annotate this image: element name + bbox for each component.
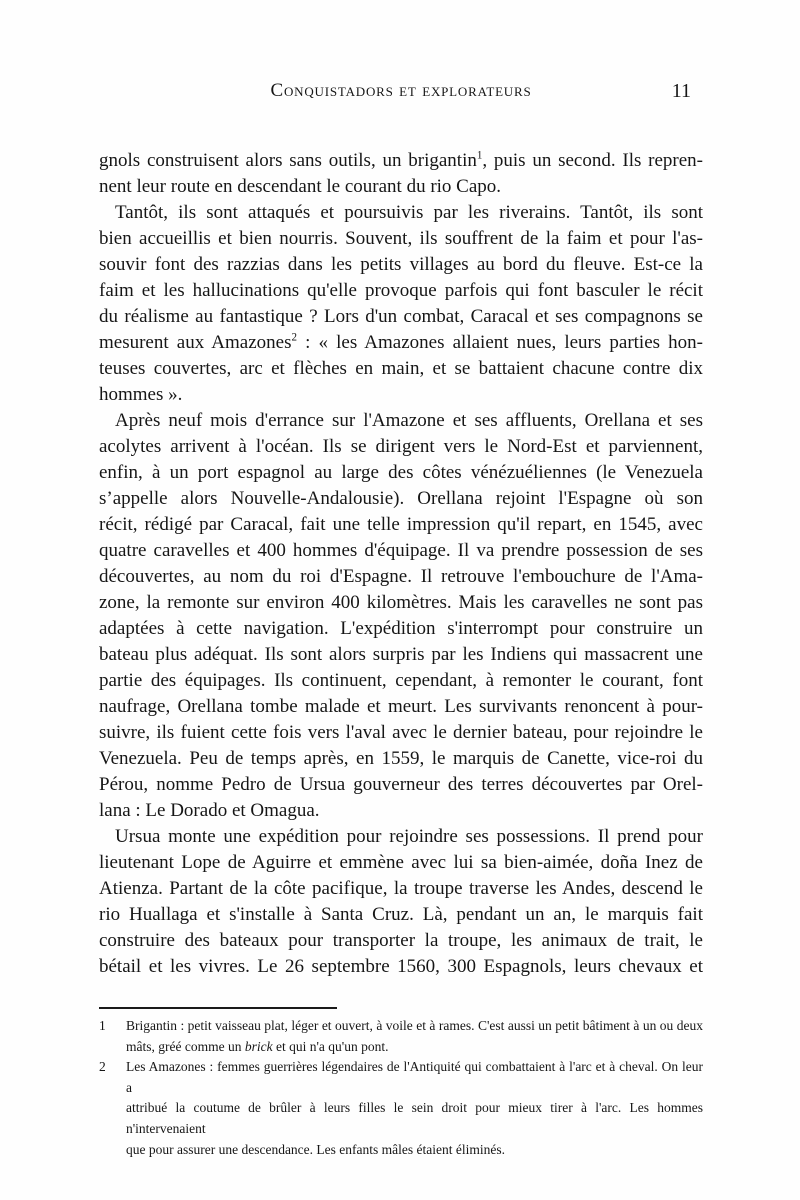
text-line: Venezuela. Peu de temps après, en 1559, le marquis de Canette, vice-roi du — [99, 748, 703, 769]
footnote-line: Les Amazones : femmes guerrières légendaires de l'Antiquité qui combattaient à l'arc et à cheval. On leur a — [126, 1059, 703, 1095]
text-line: souvir font des razzias dans les petits villages au bord du fleuve. Est-ce la — [99, 254, 703, 275]
text-line: lana : Le Dorado et Omagua. — [99, 800, 320, 821]
text-line: Après neuf mois d'errance sur l'Amazone et ses affluents, Orellana et ses — [115, 410, 703, 431]
footnote-separator — [99, 1007, 337, 1009]
text-line: construire des bateaux pour transporter la troupe, les animaux de trait, le — [99, 930, 703, 951]
footnote-line: que pour assurer une descendance. Les enfants mâles étaient éliminés. — [126, 1141, 505, 1157]
text-line: nent leur route en descendant le courant du rio Capo. — [99, 176, 502, 197]
text-line: récit, rédigé par Caracal, fait une telle impression qu'il repart, en 1545, avec — [99, 514, 703, 535]
footnote-ref: 1 — [476, 149, 483, 162]
text-line: lieutenant Lope de Aguirre et emmène avec lui sa bien-aimée, doña Inez de — [99, 852, 703, 873]
text-line: mesurent aux Amazones$^2$ : « les Amazones allaient nues, leurs parties hon- — [99, 331, 703, 353]
text-line: acolytes arrivent à l'océan. Ils se dirigent vers le Nord-Est et parviennent, — [99, 436, 703, 457]
footnote-line: attribué la coutume de brûler à leurs filles le sein droit pour mieux tirer à l'arc. Les hommes n'intervenaient — [126, 1100, 703, 1136]
text-line: gnols construisent alors sans outils, un brigantin$^1$, puis un second. Ils repren- — [99, 149, 703, 171]
text-line: bien accueillis et bien nourris. Souvent, ils souffrent de la faim et pour l'as- — [99, 228, 703, 249]
footnote-ref: 2 — [291, 331, 297, 344]
text-line: Atienza. Partant de la côte pacifique, la troupe traverse les Andes, descend le — [99, 878, 703, 899]
text-line: naufrage, Orellana tombe malade et meurt. Les survivants renoncent à pour- — [99, 696, 703, 717]
footnote-line: Brigantin : petit vaisseau plat, léger et ouvert, à voile et à rames. C'est aussi un petit bâtiment à un ou deux — [126, 1018, 703, 1033]
text-line: hommes ». — [99, 384, 183, 405]
text-line: Tantôt, ils sont attaqués et poursuivis par les riverains. Tantôt, ils sont — [115, 202, 703, 223]
page-number: 11 — [671, 80, 691, 102]
paragraph — [99, 408, 703, 824]
text-line: partie des équipages. Ils continuent, cependant, à remonter le courant, font — [99, 670, 703, 691]
paragraph — [99, 200, 703, 408]
body-text — [99, 148, 703, 980]
footnote — [99, 1016, 703, 1057]
text-line: Pérou, nomme Pedro de Ursua gouverneur des terres découvertes par Orel- — [99, 774, 703, 795]
text-line: quatre caravelles et 400 hommes d'équipage. Il va prendre possession de ses — [99, 540, 703, 561]
footnote-number: 1 — [99, 1018, 106, 1033]
footnotes-section — [99, 1007, 703, 1160]
paragraph — [99, 824, 703, 980]
text-line: bétail et les vivres. Le 26 septembre 1560, 300 Espagnols, leurs chevaux et — [99, 956, 703, 977]
text-line: s’appelle alors Nouvelle-Andalousie). Orellana rejoint l'Espagne où son — [99, 488, 703, 509]
text-line: découvertes, au nom du roi d'Espagne. Il retrouve l'embouchure de l'Ama- — [99, 566, 703, 587]
text-line: zone, la remonte sur environ 400 kilomètres. Mais les caravelles ne sont pas — [99, 592, 703, 613]
running-header-title: Conquistadors et explorateurs — [270, 80, 532, 101]
text-line: bateau plus adéquat. Ils sont alors surpris par les Indiens qui massacrent une — [99, 644, 703, 665]
paragraph — [99, 148, 703, 200]
text-line: enfin, à un port espagnol au large des côtes vénézuéliennes (le Venezuela — [99, 462, 703, 483]
text-line: suivre, ils fuient cette fois vers l'aval avec le dernier bateau, pour rejoindre le — [99, 722, 703, 743]
text-line: adaptées à cette navigation. L'expédition s'interrompt pour construire un — [99, 618, 703, 639]
text-line: Ursua monte une expédition pour rejoindre ses possessions. Il prend pour — [115, 826, 703, 847]
footnote-line: mâts, gréé comme un brick et qui n'a qu'un pont. — [126, 1038, 389, 1054]
footnote-number: 2 — [99, 1059, 106, 1075]
text-line: teuses couvertes, arc et flèches en main, et se battaient chacune contre dix — [99, 358, 703, 379]
text-line: faim et les hallucinations qu'elle provoque parfois qui font basculer le récit — [99, 280, 703, 301]
text-line: rio Huallaga et s'installe à Santa Cruz. Là, pendant un an, le marquis fait — [99, 904, 703, 925]
footnote — [99, 1057, 703, 1160]
text-line: du réalisme au fantastique ? Lors d'un combat, Caracal et ses compagnons se — [99, 306, 703, 327]
